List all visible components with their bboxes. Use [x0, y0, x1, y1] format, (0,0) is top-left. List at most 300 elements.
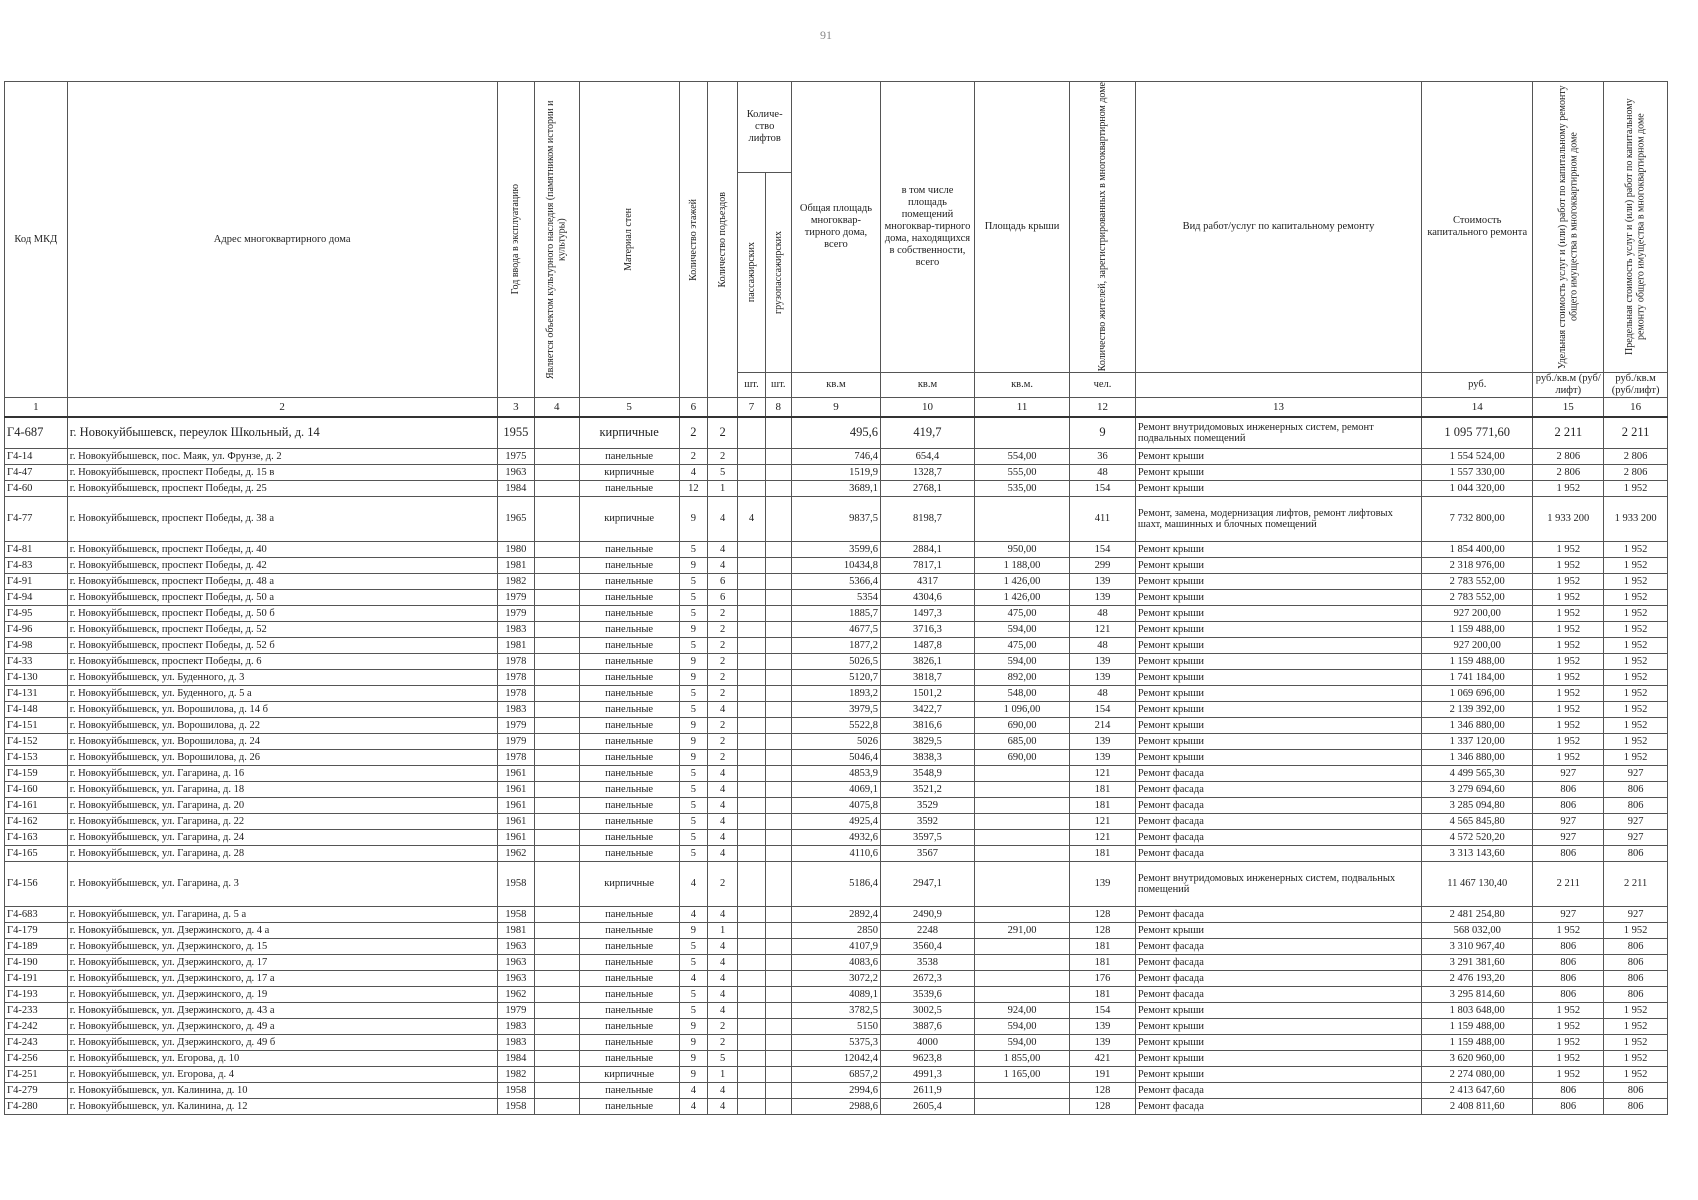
cell-area-owned: 3597,5	[880, 830, 974, 846]
cell-code: Г4-233	[5, 1003, 68, 1019]
cell-entrances: 2	[707, 638, 737, 654]
cell-walls: панельные	[579, 1099, 679, 1115]
cell-area-total: 746,4	[791, 449, 880, 465]
cell-walls: панельные	[579, 1083, 679, 1099]
table-row	[5, 923, 1668, 939]
cell-roof	[975, 766, 1070, 782]
table-row	[5, 971, 1668, 987]
cell-walls: панельные	[579, 702, 679, 718]
cell-entrances: 4	[707, 814, 737, 830]
cell-heritage	[535, 1003, 580, 1019]
cell-area-total: 4110,6	[791, 846, 880, 862]
table-row	[5, 814, 1668, 830]
cell-lifts-cargo	[765, 987, 791, 1003]
cell-area-total: 5026	[791, 734, 880, 750]
cell-address: г. Новокуйбышевск, ул. Дзержинского, д. 4 а	[67, 923, 497, 939]
cell-heritage	[535, 830, 580, 846]
cell-roof	[975, 814, 1070, 830]
cell-entrances: 4	[707, 798, 737, 814]
cell-code: Г4-98	[5, 638, 68, 654]
cell-address: г. Новокуйбышевск, ул. Дзержинского, д. 49 а	[67, 1019, 497, 1035]
cell-work: Ремонт внутридомовых инженерных систем, подвальных помещений	[1135, 862, 1421, 907]
cell-floors: 5	[679, 574, 707, 590]
cell-area-total: 1519,9	[791, 465, 880, 481]
cell-roof	[975, 1099, 1070, 1115]
cell-lifts-cargo	[765, 782, 791, 798]
cell-limit-cost: 2 806	[1604, 449, 1668, 465]
cell-unit-cost: 806	[1533, 1099, 1604, 1115]
cell-address: г. Новокуйбышевск, ул. Гагарина, д. 28	[67, 846, 497, 862]
cell-floors: 9	[679, 923, 707, 939]
cell-cost: 4 565 845,80	[1422, 814, 1533, 830]
table-row	[5, 638, 1668, 654]
table-row	[5, 862, 1668, 907]
cell-code: Г4-242	[5, 1019, 68, 1035]
cell-area-total: 2988,6	[791, 1099, 880, 1115]
cell-heritage	[535, 417, 580, 449]
cell-roof: 475,00	[975, 638, 1070, 654]
cell-lifts-pass	[738, 638, 765, 654]
table-row	[5, 497, 1668, 542]
cell-unit-cost: 1 952	[1533, 1019, 1604, 1035]
cell-lifts-pass	[738, 1051, 765, 1067]
cell-cost: 1 741 184,00	[1422, 670, 1533, 686]
cell-area-owned: 1328,7	[880, 465, 974, 481]
cell-area-owned: 3539,6	[880, 987, 974, 1003]
cell-limit-cost: 927	[1604, 814, 1668, 830]
cell-limit-cost: 1 952	[1604, 1067, 1668, 1083]
cell-unit-cost: 1 952	[1533, 481, 1604, 497]
cell-cost: 2 481 254,80	[1422, 907, 1533, 923]
cell-area-owned: 4991,3	[880, 1067, 974, 1083]
cell-year: 1958	[497, 862, 534, 907]
cell-entrances: 4	[707, 1099, 737, 1115]
cell-heritage	[535, 1083, 580, 1099]
cell-year: 1982	[497, 574, 534, 590]
unit-area-total: кв.м	[791, 373, 880, 398]
cell-residents: 139	[1070, 654, 1136, 670]
cell-area-total: 4107,9	[791, 939, 880, 955]
cell-cost: 3 291 381,60	[1422, 955, 1533, 971]
cell-residents: 48	[1070, 686, 1136, 702]
cell-cost: 7 732 800,00	[1422, 497, 1533, 542]
cell-floors: 4	[679, 971, 707, 987]
cell-cost: 3 310 967,40	[1422, 939, 1533, 955]
cell-roof	[975, 862, 1070, 907]
cell-heritage	[535, 574, 580, 590]
cell-floors: 5	[679, 830, 707, 846]
cell-unit-cost: 1 952	[1533, 622, 1604, 638]
cell-residents: 139	[1070, 574, 1136, 590]
cell-entrances: 4	[707, 1083, 737, 1099]
cell-lifts-cargo	[765, 1035, 791, 1051]
cell-area-total: 6857,2	[791, 1067, 880, 1083]
cell-work: Ремонт крыши	[1135, 750, 1421, 766]
cell-cost: 2 413 647,60	[1422, 1083, 1533, 1099]
cell-entrances: 2	[707, 622, 737, 638]
cell-lifts-cargo	[765, 542, 791, 558]
cell-year: 1961	[497, 766, 534, 782]
header-entrances: Количество подъездов	[707, 82, 737, 398]
cell-work: Ремонт фасада	[1135, 907, 1421, 923]
table-row	[5, 654, 1668, 670]
cell-floors: 4	[679, 1099, 707, 1115]
cell-lifts-pass	[738, 542, 765, 558]
cell-year: 1981	[497, 558, 534, 574]
cell-residents: 139	[1070, 1019, 1136, 1035]
cell-limit-cost: 1 952	[1604, 558, 1668, 574]
cell-unit-cost: 1 952	[1533, 654, 1604, 670]
cell-unit-cost: 1 952	[1533, 1003, 1604, 1019]
cell-work: Ремонт крыши	[1135, 1003, 1421, 1019]
cell-residents: 176	[1070, 971, 1136, 987]
cell-residents: 154	[1070, 702, 1136, 718]
cell-unit-cost: 927	[1533, 766, 1604, 782]
cell-work: Ремонт фасада	[1135, 955, 1421, 971]
header-roof: Площадь крыши	[975, 82, 1070, 373]
cell-code: Г4-96	[5, 622, 68, 638]
cell-year: 1979	[497, 606, 534, 622]
cell-floors: 5	[679, 1003, 707, 1019]
cell-lifts-cargo	[765, 846, 791, 862]
cell-code: Г4-160	[5, 782, 68, 798]
cell-entrances: 6	[707, 574, 737, 590]
cell-entrances: 2	[707, 862, 737, 907]
cell-limit-cost: 1 952	[1604, 750, 1668, 766]
cell-residents: 128	[1070, 1099, 1136, 1115]
cell-cost: 1 554 524,00	[1422, 449, 1533, 465]
cell-code: Г4-47	[5, 465, 68, 481]
cell-lifts-pass	[738, 830, 765, 846]
cell-walls: панельные	[579, 606, 679, 622]
cell-entrances: 2	[707, 750, 737, 766]
cell-work: Ремонт крыши	[1135, 1019, 1421, 1035]
cell-walls: кирпичные	[579, 497, 679, 542]
cell-area-owned: 3887,6	[880, 1019, 974, 1035]
cell-area-owned: 3716,3	[880, 622, 974, 638]
cell-lifts-pass	[738, 590, 765, 606]
table-row	[5, 558, 1668, 574]
cell-work: Ремонт фасада	[1135, 830, 1421, 846]
cell-limit-cost: 806	[1604, 782, 1668, 798]
header-heritage: Является объектом культурного наследия (памятником истории и культуры)	[535, 82, 580, 398]
cell-limit-cost: 1 952	[1604, 574, 1668, 590]
cell-residents: 154	[1070, 481, 1136, 497]
cell-area-owned: 4317	[880, 574, 974, 590]
cell-cost: 3 279 694,60	[1422, 782, 1533, 798]
unit-cost: руб.	[1422, 373, 1533, 398]
column-number: 15	[1533, 398, 1604, 418]
cell-cost: 2 318 976,00	[1422, 558, 1533, 574]
cell-lifts-pass	[738, 1083, 765, 1099]
column-number: 5	[579, 398, 679, 418]
cell-heritage	[535, 606, 580, 622]
cell-area-owned: 4000	[880, 1035, 974, 1051]
cell-floors: 9	[679, 1019, 707, 1035]
cell-area-owned: 3829,5	[880, 734, 974, 750]
cell-work: Ремонт фасада	[1135, 1083, 1421, 1099]
cell-address: г. Новокуйбышевск, проспект Победы, д. 52	[67, 622, 497, 638]
cell-cost: 1 159 488,00	[1422, 1035, 1533, 1051]
cell-heritage	[535, 939, 580, 955]
cell-work: Ремонт крыши	[1135, 1067, 1421, 1083]
table-row	[5, 830, 1668, 846]
table-row	[5, 465, 1668, 481]
table-body	[5, 417, 1668, 1115]
cell-unit-cost: 1 952	[1533, 542, 1604, 558]
cell-unit-cost: 1 952	[1533, 718, 1604, 734]
cell-cost: 11 467 130,40	[1422, 862, 1533, 907]
cell-unit-cost: 2 211	[1533, 417, 1604, 449]
cell-work: Ремонт крыши	[1135, 481, 1421, 497]
cell-address: г. Новокуйбышевск, проспект Победы, д. 40	[67, 542, 497, 558]
cell-residents: 214	[1070, 718, 1136, 734]
cell-year: 1981	[497, 923, 534, 939]
column-number: 13	[1135, 398, 1421, 418]
cell-lifts-cargo	[765, 1067, 791, 1083]
cell-lifts-pass	[738, 782, 765, 798]
cell-residents: 128	[1070, 907, 1136, 923]
cell-work: Ремонт фасада	[1135, 1099, 1421, 1115]
table-row	[5, 670, 1668, 686]
cell-area-owned: 3826,1	[880, 654, 974, 670]
cell-lifts-pass	[738, 1019, 765, 1035]
table-row	[5, 686, 1668, 702]
cell-area-total: 5522,8	[791, 718, 880, 734]
cell-cost: 1 346 880,00	[1422, 750, 1533, 766]
cell-heritage	[535, 449, 580, 465]
cell-heritage	[535, 686, 580, 702]
cell-entrances: 2	[707, 1019, 737, 1035]
cell-limit-cost: 1 952	[1604, 686, 1668, 702]
cell-lifts-pass	[738, 686, 765, 702]
cell-address: г. Новокуйбышевск, ул. Ворошилова, д. 22	[67, 718, 497, 734]
cell-lifts-cargo	[765, 955, 791, 971]
cell-unit-cost: 1 933 200	[1533, 497, 1604, 542]
cell-lifts-cargo	[765, 766, 791, 782]
cell-floors: 5	[679, 590, 707, 606]
cell-year: 1983	[497, 1019, 534, 1035]
cell-roof: 950,00	[975, 542, 1070, 558]
cell-walls: панельные	[579, 923, 679, 939]
cell-roof: 1 096,00	[975, 702, 1070, 718]
cell-limit-cost: 806	[1604, 798, 1668, 814]
cell-lifts-cargo	[765, 718, 791, 734]
cell-cost: 1 159 488,00	[1422, 654, 1533, 670]
cell-year: 1983	[497, 622, 534, 638]
cell-limit-cost: 1 952	[1604, 1035, 1668, 1051]
cell-limit-cost: 1 952	[1604, 734, 1668, 750]
cell-lifts-cargo	[765, 814, 791, 830]
cell-lifts-cargo	[765, 497, 791, 542]
cell-entrances: 4	[707, 702, 737, 718]
header-lifts-cargo: грузопассажирских	[765, 172, 791, 372]
cell-roof: 594,00	[975, 622, 1070, 638]
cell-residents: 139	[1070, 862, 1136, 907]
cell-address: г. Новокуйбышевск, ул. Гагарина, д. 5 а	[67, 907, 497, 923]
unit-unit-cost: руб./кв.м (руб/лифт)	[1533, 373, 1604, 398]
cell-limit-cost: 1 952	[1604, 923, 1668, 939]
cell-limit-cost: 1 952	[1604, 638, 1668, 654]
cell-floors: 9	[679, 1067, 707, 1083]
cell-area-total: 12042,4	[791, 1051, 880, 1067]
cell-code: Г4-256	[5, 1051, 68, 1067]
cell-heritage	[535, 622, 580, 638]
cell-lifts-pass	[738, 718, 765, 734]
cell-area-total: 4089,1	[791, 987, 880, 1003]
cell-code: Г4-131	[5, 686, 68, 702]
cell-floors: 5	[679, 846, 707, 862]
cell-walls: панельные	[579, 590, 679, 606]
cell-roof	[975, 939, 1070, 955]
cell-area-owned: 3529	[880, 798, 974, 814]
cell-area-total: 3979,5	[791, 702, 880, 718]
cell-lifts-pass	[738, 481, 765, 497]
table-row	[5, 734, 1668, 750]
column-number: 4	[535, 398, 580, 418]
cell-residents: 139	[1070, 1035, 1136, 1051]
cell-area-owned: 419,7	[880, 417, 974, 449]
cell-roof: 685,00	[975, 734, 1070, 750]
cell-area-total: 1877,2	[791, 638, 880, 654]
cell-cost: 4 499 565,30	[1422, 766, 1533, 782]
cell-lifts-pass	[738, 702, 765, 718]
cell-area-total: 5026,5	[791, 654, 880, 670]
column-number: 14	[1422, 398, 1533, 418]
cell-heritage	[535, 862, 580, 907]
cell-lifts-pass	[738, 1003, 765, 1019]
cell-area-total: 5120,7	[791, 670, 880, 686]
cell-unit-cost: 806	[1533, 971, 1604, 987]
cell-limit-cost: 1 952	[1604, 590, 1668, 606]
cell-year: 1958	[497, 1099, 534, 1115]
cell-code: Г4-243	[5, 1035, 68, 1051]
cell-entrances: 2	[707, 449, 737, 465]
cell-lifts-cargo	[765, 862, 791, 907]
cell-work: Ремонт крыши	[1135, 670, 1421, 686]
header-area-total: Общая площадь многоквар-тирного дома, всего	[791, 82, 880, 373]
cell-limit-cost: 927	[1604, 907, 1668, 923]
cell-area-owned: 654,4	[880, 449, 974, 465]
cell-heritage	[535, 1019, 580, 1035]
cell-floors: 9	[679, 670, 707, 686]
cell-lifts-cargo	[765, 1051, 791, 1067]
cell-roof: 555,00	[975, 465, 1070, 481]
cell-walls: панельные	[579, 766, 679, 782]
cell-address: г. Новокуйбышевск, ул. Гагарина, д. 3	[67, 862, 497, 907]
cell-year: 1983	[497, 1035, 534, 1051]
cell-area-total: 4925,4	[791, 814, 880, 830]
cell-entrances: 2	[707, 734, 737, 750]
table-row	[5, 417, 1668, 449]
cell-residents: 48	[1070, 606, 1136, 622]
cell-floors: 5	[679, 542, 707, 558]
cell-residents: 181	[1070, 939, 1136, 955]
cell-unit-cost: 1 952	[1533, 590, 1604, 606]
cell-roof	[975, 417, 1070, 449]
cell-code: Г4-14	[5, 449, 68, 465]
unit-limit-cost: руб./кв.м (руб/лифт)	[1604, 373, 1668, 398]
cell-area-total: 3072,2	[791, 971, 880, 987]
cell-year: 1982	[497, 1067, 534, 1083]
cell-lifts-pass	[738, 449, 765, 465]
cell-roof: 291,00	[975, 923, 1070, 939]
header-address: Адрес многоквартирного дома	[67, 82, 497, 398]
cell-area-owned: 2884,1	[880, 542, 974, 558]
cell-unit-cost: 1 952	[1533, 1067, 1604, 1083]
cell-address: г. Новокуйбышевск, ул. Калинина, д. 10	[67, 1083, 497, 1099]
cell-cost: 2 783 552,00	[1422, 574, 1533, 590]
cell-floors: 5	[679, 606, 707, 622]
cell-lifts-pass	[738, 750, 765, 766]
cell-floors: 12	[679, 481, 707, 497]
cell-cost: 1 803 648,00	[1422, 1003, 1533, 1019]
cell-entrances: 4	[707, 766, 737, 782]
cell-roof: 690,00	[975, 750, 1070, 766]
cell-area-total: 4932,6	[791, 830, 880, 846]
cell-area-owned: 9623,8	[880, 1051, 974, 1067]
cell-year: 1955	[497, 417, 534, 449]
cell-roof	[975, 907, 1070, 923]
cell-walls: панельные	[579, 686, 679, 702]
cell-work: Ремонт крыши	[1135, 702, 1421, 718]
table-row	[5, 449, 1668, 465]
cell-work: Ремонт внутридомовых инженерных систем, ремонт подвальных помещений	[1135, 417, 1421, 449]
cell-area-owned: 4304,6	[880, 590, 974, 606]
cell-area-owned: 1487,8	[880, 638, 974, 654]
cell-limit-cost: 1 952	[1604, 1003, 1668, 1019]
cell-area-total: 2892,4	[791, 907, 880, 923]
cell-year: 1979	[497, 734, 534, 750]
cell-floors: 9	[679, 1051, 707, 1067]
cell-year: 1981	[497, 638, 534, 654]
cell-year: 1963	[497, 971, 534, 987]
table-row	[5, 846, 1668, 862]
cell-cost: 1 044 320,00	[1422, 481, 1533, 497]
cell-heritage	[535, 987, 580, 1003]
cell-address: г. Новокуйбышевск, проспект Победы, д. 6	[67, 654, 497, 670]
cell-limit-cost: 1 933 200	[1604, 497, 1668, 542]
cell-walls: панельные	[579, 734, 679, 750]
cell-address: г. Новокуйбышевск, ул. Буденного, д. 3	[67, 670, 497, 686]
cell-walls: панельные	[579, 1019, 679, 1035]
cell-area-owned: 3521,2	[880, 782, 974, 798]
cell-area-total: 3689,1	[791, 481, 880, 497]
cell-work: Ремонт крыши	[1135, 718, 1421, 734]
cell-address: г. Новокуйбышевск, проспект Победы, д. 42	[67, 558, 497, 574]
cell-floors: 5	[679, 814, 707, 830]
cell-lifts-cargo	[765, 590, 791, 606]
cell-residents: 121	[1070, 830, 1136, 846]
cell-work: Ремонт фасада	[1135, 939, 1421, 955]
cell-roof	[975, 830, 1070, 846]
cell-walls: панельные	[579, 987, 679, 1003]
unit-work	[1135, 373, 1421, 398]
cell-lifts-cargo	[765, 449, 791, 465]
cell-area-owned: 3818,7	[880, 670, 974, 686]
cell-roof	[975, 955, 1070, 971]
cell-cost: 2 408 811,60	[1422, 1099, 1533, 1115]
cell-year: 1984	[497, 1051, 534, 1067]
header-work: Вид работ/услуг по капитальному ремонту	[1135, 82, 1421, 373]
cell-roof	[975, 971, 1070, 987]
cell-roof: 690,00	[975, 718, 1070, 734]
cell-residents: 128	[1070, 1083, 1136, 1099]
cell-lifts-pass	[738, 654, 765, 670]
cell-area-total: 2994,6	[791, 1083, 880, 1099]
cell-area-total: 3599,6	[791, 542, 880, 558]
table-row	[5, 987, 1668, 1003]
